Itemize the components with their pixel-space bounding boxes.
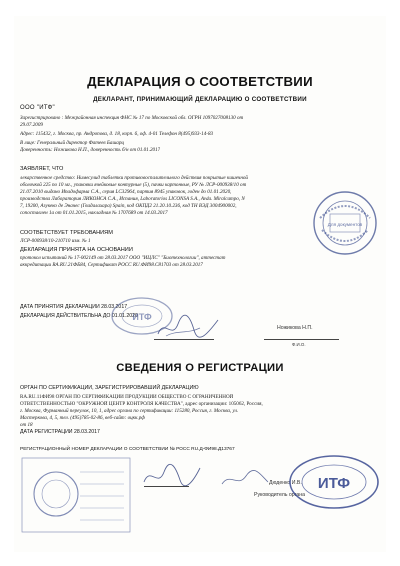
- registration-date: ДАТА РЕГИСТРАЦИИ 28.03.2017: [20, 429, 100, 435]
- statement-line: производства Лаборатория ЛИКОНСА С.А., Испания, Laboratorios LICONSA S.A., Avda. Miralcampo, N: [20, 196, 245, 202]
- basis-line: протокол испытаний № 17-002149 от 28.03.2017 ООО "ИЦЛС" "Биотехнологии", аттестат: [20, 255, 226, 261]
- document-page: [14, 16, 386, 552]
- signature-head: [220, 468, 270, 492]
- statement-line: 7, 19200, Азукеко де Эначес (Гвадалахара) Spain, код ОКПД2 21.20.10.236, код ТН ВЭД 3004900002,: [20, 203, 237, 209]
- head-caption: Руководитель органа: [254, 492, 306, 498]
- registration-org-line: ОТВЕТСТВЕННОСТЬЮ "ОКРУЖНОЙ ЦЕНТР КОНТРОЛЯ КАЧЕСТВА", адрес организации: 105062, Россия,: [20, 401, 263, 407]
- society-seal-text: Для документов: [327, 222, 363, 227]
- registration-number: РЕГИСТРАЦИОННЫЙ НОМЕР ДЕКЛАРАЦИИ О СООТВЕТСТВИИ № РОСС RU.Д-ФИ98.Д13767: [20, 447, 235, 452]
- applicant-line: Доверенность: Ножикова Н.П., доверенность б/н от 01.01.2017: [20, 147, 161, 153]
- registration-org-line: г. Москва, Фурманный переулок, 10, 1, адрес органа по сертификации: 115280, Россия, г. Москва, ул.: [20, 408, 239, 414]
- applicant-line: В лице: Генеральный директор Фатеев Башарц: [20, 140, 124, 146]
- declaration-title: ДЕКЛАРАЦИЯ О СООТВЕТСТВИИ: [87, 74, 313, 89]
- itf-seal-lower-text: ИТФ: [317, 475, 351, 492]
- name-line: [264, 339, 339, 340]
- registration-title: СВЕДЕНИЯ О РЕГИСТРАЦИИ: [116, 362, 284, 374]
- signature-lower: [142, 464, 202, 490]
- basis-heading: ДЕКЛАРАЦИЯ ПРИНЯТА НА ОСНОВАНИИ: [20, 247, 133, 253]
- itf-seal-upper-text: ИТФ: [132, 312, 152, 322]
- registration-org-line: Мастеркова, 4, 5, тел. (495)785-02-86, веб-сайт: оцкк.рф: [20, 415, 145, 421]
- applicant-line: Адрес: 115432, г. Москва, пр. Андропова, д. 18, корп. 6, оф. 4-01 Телефон 8(495)933-14-83: [20, 131, 214, 137]
- statement-line: 21.07.2010 выдано Ипадофарма С.А., серия LC32964, партия 8945 упаковок, годен до 01.01.2020,: [20, 189, 232, 195]
- accept-date: ДАТА ПРИНЯТИЯ ДЕКЛАРАЦИИ 28.03.2017: [20, 304, 128, 310]
- applicant-line: 29.07.2009: [20, 122, 43, 128]
- society-seal-stamp: [312, 190, 378, 256]
- signer-caption: Ф.И.О.: [292, 342, 306, 347]
- statement-line: сопоставлен 1а от 01.01.2015, накладная № 1707689 от 14.03.2017: [20, 210, 168, 216]
- statement-heading: ЗАЯВЛЯЕТ, ЧТО: [20, 166, 64, 172]
- applicant-heading: ДЕКЛАРАНТ, ПРИНИМАЮЩИЙ ДЕКЛАРАЦИЮ О СООТВЕТСТВИИ: [93, 96, 307, 103]
- statement-line: оболочкой 225 по 10 мг., упаковки ячейковые контурные (5), пачки картонные, РУ № ЛСР-000938/10 от: [20, 182, 247, 188]
- registration-org-line: RA.RU.11ФИ98 ОРГАН ПО СЕРТИФИКАЦИИ ПРОДУКЦИИ ОБЩЕСТВО С ОГРАНИЧЕННОЙ: [20, 394, 234, 400]
- basis-line: аккредитации RA.RU.21ФБ84, Сертификат РОСС RU.ФИ98.C81703 от 28.03.2017: [20, 262, 203, 268]
- registration-org-line: от 18: [20, 422, 33, 428]
- statement-line: лекарственное средство: Нимесулид таблетки противовоспалительного действия покрытые кишечной: [20, 175, 248, 181]
- signature-upper: [154, 314, 224, 342]
- registration-stamp-block: [20, 456, 132, 536]
- requirements-line: ЛСР-000938/10-210710 изм. № 1: [20, 238, 91, 244]
- itf-seal-stamp-lower: [288, 454, 380, 510]
- registration-org-heading: ОРГАН ПО СЕРТИФИКАЦИИ, ЗАРЕГИСТРИРОВАВШИЙ ДЕКЛАРАЦИЮ: [20, 385, 199, 391]
- valid-until: ДЕКЛАРАЦИЯ ДЕЙСТВИТЕЛЬНА ДО 01.01.2020: [20, 313, 138, 319]
- applicant-line: Зарегистрировано : Межрайонная инспекция ФНС № 17 по Московской обл. ОГРН 1097027008130 от: [20, 115, 244, 121]
- applicant-name: ООО "ИТФ": [20, 105, 55, 111]
- signer-name: Ножикова Н.П.: [277, 325, 313, 331]
- head-name: Дюденко И.В.: [269, 480, 302, 486]
- requirements-heading: СООТВЕТСТВУЕТ ТРЕБОВАНИЯМ: [20, 230, 113, 236]
